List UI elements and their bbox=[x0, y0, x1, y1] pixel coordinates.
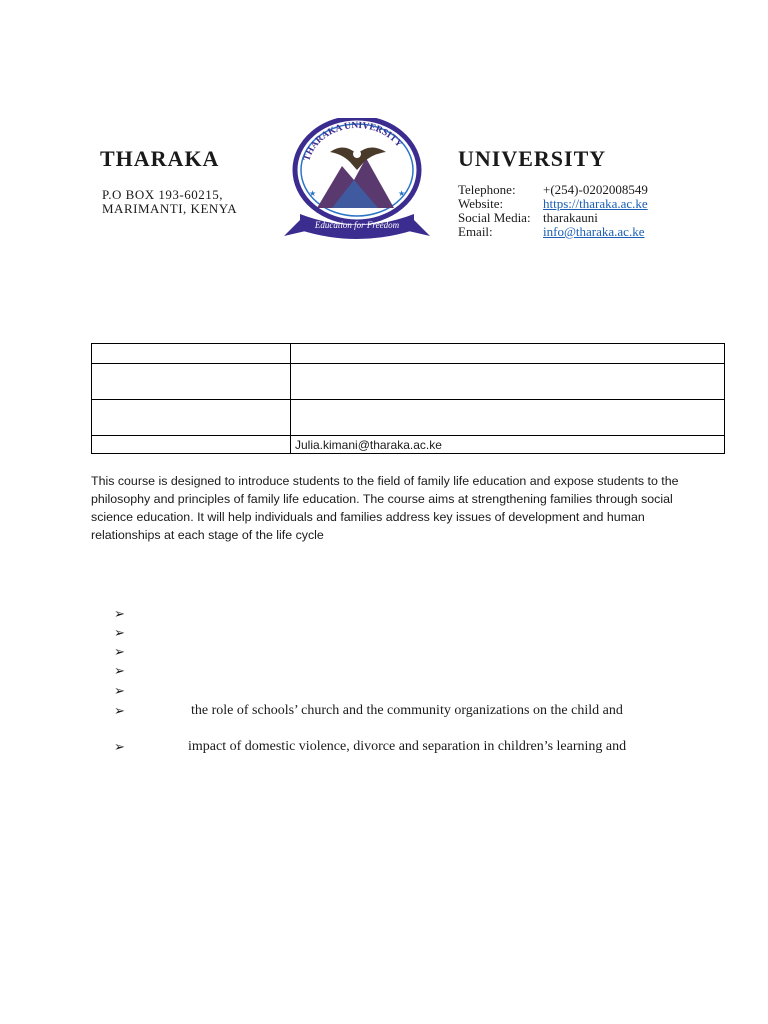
svg-text:THARAKA UNIVERSITY: THARAKA UNIVERSITY bbox=[302, 120, 404, 163]
logo-emblem bbox=[282, 118, 432, 244]
university-name-right: UNIVERSITY bbox=[458, 146, 607, 171]
bullet-arrow-icon: ➢ bbox=[114, 663, 125, 678]
course-info-table bbox=[91, 343, 725, 454]
email-link[interactable]: info@tharaka.ac.ke bbox=[543, 224, 645, 239]
table-row bbox=[92, 436, 725, 454]
university-name-left: THARAKA bbox=[100, 146, 220, 171]
contact-value: +(254)-0202008549 bbox=[543, 182, 648, 197]
table-cell bbox=[291, 364, 725, 400]
svg-text:★: ★ bbox=[309, 189, 317, 198]
table-cell bbox=[291, 344, 725, 364]
table-cell bbox=[92, 400, 291, 436]
bullet-arrow-icon: ➢ bbox=[114, 644, 125, 659]
contact-label: Email: bbox=[458, 224, 493, 239]
table-row bbox=[92, 364, 725, 400]
contact-label: Telephone: bbox=[458, 182, 516, 197]
contact-value: tharakauni bbox=[543, 210, 598, 225]
address-line-2: MARIMANTI, KENYA bbox=[102, 201, 238, 216]
table-cell bbox=[92, 364, 291, 400]
bullet-arrow-icon: ➢ bbox=[114, 625, 125, 640]
lecturer-email-cell: Julia.kimani@tharaka.ac.ke bbox=[291, 436, 725, 454]
svg-text:Education for Freedom: Education for Freedom bbox=[314, 220, 400, 230]
address-line-1: P.O BOX 193-60215, bbox=[102, 187, 223, 202]
table-row bbox=[92, 400, 725, 436]
university-logo bbox=[282, 118, 432, 244]
list-item: the role of schools’ church and the community organizations on the child and bbox=[191, 703, 623, 718]
bullet-arrow-icon: ➢ bbox=[114, 703, 125, 718]
svg-text:★: ★ bbox=[398, 189, 406, 198]
table-cell bbox=[92, 436, 291, 454]
bullet-arrow-icon: ➢ bbox=[114, 739, 125, 754]
table-row bbox=[92, 344, 725, 364]
table-cell bbox=[92, 344, 291, 364]
contact-label: Website: bbox=[458, 196, 504, 211]
course-description: This course is designed to introduce students to the field of family life education and expose students to the philosophy and principles of family life education. The course aims at strengthening families through social science education. It will help individuals and families address key issues of development and human relationships at each stage of the life cycle bbox=[91, 474, 679, 542]
bullet-arrow-icon: ➢ bbox=[114, 606, 125, 621]
table-cell bbox=[291, 400, 725, 436]
postal-address bbox=[102, 188, 237, 216]
contact-label: Social Media: bbox=[458, 210, 531, 225]
bullet-arrow-icon: ➢ bbox=[114, 683, 125, 698]
website-link[interactable]: https://tharaka.ac.ke bbox=[543, 196, 648, 211]
list-item: impact of domestic violence, divorce and separation in children’s learning and bbox=[188, 739, 627, 754]
